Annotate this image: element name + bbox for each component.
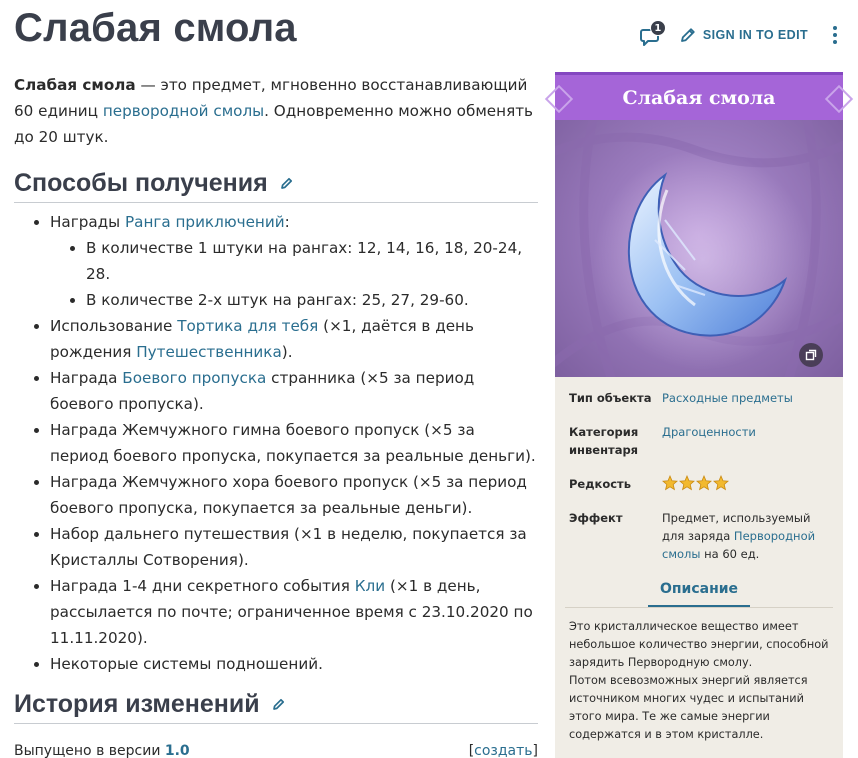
list-item: • Награда Жемчужного хора боевого пропуск (×5 за период боевого пропуска, покупается за реальные деньги). xyxy=(50,469,538,521)
infobox-key: Тип объекта xyxy=(569,391,652,405)
effect-value xyxy=(662,509,829,563)
infobox xyxy=(555,72,843,758)
description-paragraph: Это кристаллическое вещество имеет небольшое количество энергии, способной зарядить Первородную смолу. xyxy=(569,620,829,669)
release-text: Выпущено в версии xyxy=(14,743,165,758)
effect-text: Предмет, используемый для заряда xyxy=(662,511,811,543)
list-item-text: : xyxy=(284,213,290,231)
intro-paragraph xyxy=(14,72,538,150)
battle-pass-link[interactable]: Боевого пропуска xyxy=(122,369,267,387)
description-tab[interactable] xyxy=(555,575,843,607)
list-item-text: (×1 в день, рассылается по почте; ограниченное время с 23.10.2020 по 11.11.2020). xyxy=(50,577,533,647)
create-link[interactable]: создать xyxy=(474,743,533,758)
section-heading-history xyxy=(14,691,538,724)
section-heading-text: История изменений xyxy=(14,690,260,718)
sub-list xyxy=(50,235,538,313)
intro-text: . Одновременно можно обменять до 20 штук. xyxy=(14,102,534,146)
star-icon xyxy=(662,475,678,491)
infobox-title: Слабая смола xyxy=(622,86,776,109)
consumables-link[interactable]: Расходные предметы xyxy=(662,391,793,405)
version-number[interactable]: 1.0 xyxy=(164,743,190,758)
expand-icon xyxy=(805,349,817,361)
version-row xyxy=(14,738,538,758)
sources-list xyxy=(14,209,538,677)
more-options-button[interactable] xyxy=(832,26,838,44)
list-item-text: Награда 1-4 дни секретного события xyxy=(50,577,355,595)
primordial-resin-link[interactable]: первородной смолы xyxy=(102,102,265,120)
infobox-key: Эффект xyxy=(569,511,623,525)
sign-in-to-edit-label: SIGN IN TO EDIT xyxy=(702,28,808,42)
comments-button[interactable] xyxy=(639,22,665,48)
list-item xyxy=(50,573,538,651)
cake-link[interactable]: Тортика для тебя xyxy=(177,317,319,335)
description-tab-label[interactable]: Описание xyxy=(648,575,750,607)
release-info xyxy=(14,738,190,758)
list-item xyxy=(50,365,538,417)
more-dot-icon xyxy=(833,33,837,37)
bracket: ] xyxy=(532,743,538,758)
list-item-text: ). xyxy=(281,343,293,361)
pencil-icon xyxy=(679,26,697,44)
expand-image-button[interactable] xyxy=(799,343,823,367)
page-title: Слабая смола xyxy=(14,6,297,50)
item-image[interactable] xyxy=(555,120,843,377)
edit-section-pencil-icon[interactable] xyxy=(272,697,286,711)
effect-text: на 60 ед. xyxy=(700,547,760,561)
list-item xyxy=(50,313,538,365)
infobox-row-type xyxy=(569,389,829,407)
ornament-icon xyxy=(825,85,853,113)
list-item-text: Использование xyxy=(50,317,178,335)
infobox-key: Категория инвентаря xyxy=(569,425,639,457)
list-item: • В количестве 2-х штук на рангах: 25, 27, 29-60. xyxy=(86,287,538,313)
list-item xyxy=(50,209,538,313)
description-paragraph: Потом всевозможных энергий является источником многих чудес и испытаний этого мира. Те же самые энергии содержатся и в этом кристалле. xyxy=(569,674,808,741)
star-icon xyxy=(696,475,712,491)
infobox-row-category xyxy=(569,423,829,459)
section-heading-text: Способы получения xyxy=(14,169,268,197)
list-item-text: (×1, даётся в день рождения xyxy=(50,317,474,361)
traveler-link[interactable]: Путешественника xyxy=(136,343,282,361)
more-dot-icon xyxy=(833,40,837,44)
precious-items-link[interactable]: Драгоценности xyxy=(662,425,756,439)
create-link-wrapper xyxy=(469,738,538,758)
list-item-text: Награды xyxy=(50,213,125,231)
header-actions xyxy=(639,18,838,52)
list-item-text: странника (×5 за период боевого пропуска). xyxy=(50,369,475,413)
list-item: • Некоторые системы подношений. xyxy=(50,651,538,677)
star-icon xyxy=(679,475,695,491)
klee-link[interactable]: Кли xyxy=(354,577,386,595)
description-text xyxy=(555,608,843,744)
star-icon xyxy=(713,475,729,491)
list-item: • В количестве 1 штуки на рангах: 12, 14, 16, 18, 20-24, 28. xyxy=(86,235,538,287)
infobox-row-effect xyxy=(569,509,829,563)
infobox-row-rarity xyxy=(569,475,829,493)
more-dot-icon xyxy=(833,26,837,30)
original-resin-link[interactable]: Первородной смолы xyxy=(662,529,816,561)
fragile-resin-crescent-icon xyxy=(555,120,843,377)
rarity-stars xyxy=(662,475,829,493)
bracket: [ xyxy=(468,743,475,758)
comment-count-badge: 1 xyxy=(650,20,666,36)
intro-text: — это предмет, мгновенно восстанавливающий 60 единиц xyxy=(14,76,528,120)
list-item: • Награда Жемчужного гимна боевого пропуск (×5 за период боевого пропуска, покупается за реальные деньги). xyxy=(50,417,538,469)
ornament-icon xyxy=(545,85,573,113)
adventure-rank-link[interactable]: Ранга приключений xyxy=(124,213,285,231)
intro-bold-term: Слабая смола xyxy=(14,76,136,94)
edit-section-pencil-icon[interactable] xyxy=(280,176,294,190)
infobox-key: Редкость xyxy=(569,477,631,491)
sign-in-to-edit-button[interactable] xyxy=(679,26,808,44)
article-content xyxy=(14,72,538,758)
infobox-rows xyxy=(555,377,843,563)
list-item-text: Награда xyxy=(50,369,123,387)
infobox-title-bar xyxy=(555,72,843,120)
section-heading-sources xyxy=(14,170,538,203)
list-item: • Набор дальнего путешествия (×1 в неделю, покупается за Кристаллы Сотворения). xyxy=(50,521,538,573)
